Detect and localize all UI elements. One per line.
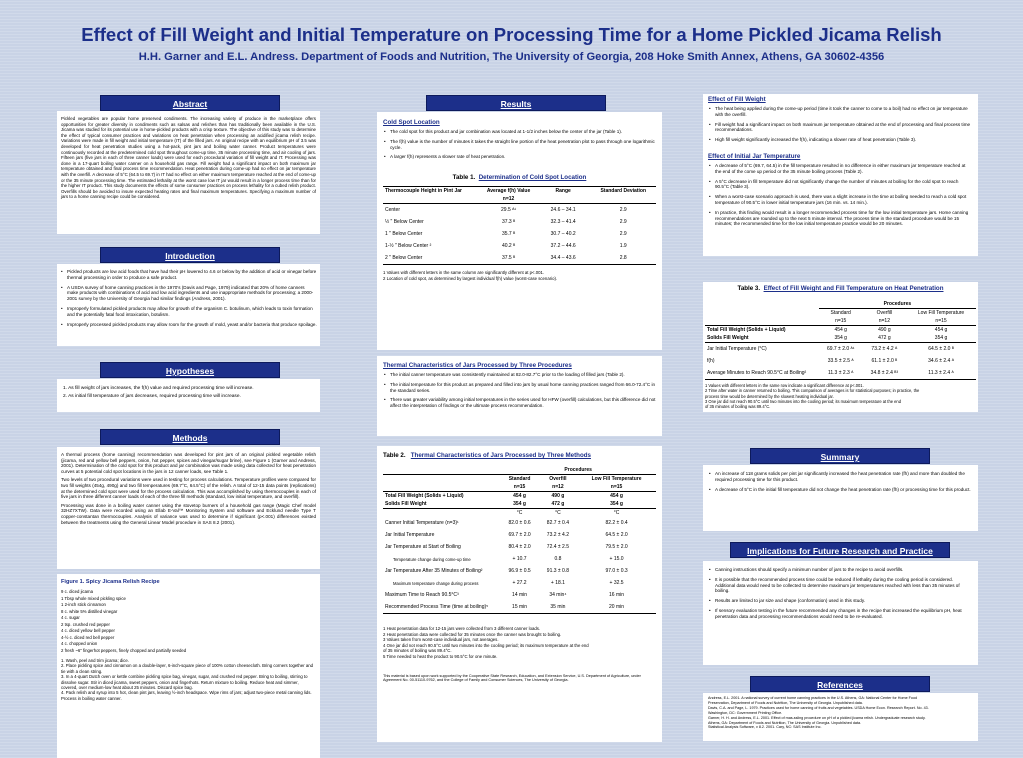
table2: [383, 466, 656, 614]
summary-panel: [703, 465, 978, 531]
table2-cell: 97.0 ± 0.3: [605, 568, 628, 574]
table3-note: 2 Time after water in canner returned to boiling. This comparison of averages is for statistical purposes; in practice, the: [705, 388, 920, 394]
table1-cell: 1 " Below Center: [385, 231, 423, 238]
initial-temp-list: [708, 163, 973, 227]
hypothesis-1: 1. As fill weight of jars increases, the f(h) value and required processing time will increase.: [63, 386, 254, 391]
table2-panel: [377, 446, 662, 742]
introduction-bullet: • A USDA survey of home canning practices in the 1970's (Davis and Page, 1979) indicated that 20% of home canners make products with combinations of acid and low acid ingredients and use inappropriate methods for processing; a 2000-2001 survey by the University of Georgia had similar findings (Andress, 2001).: [60, 285, 317, 302]
figure1-ingredient: 2 fresh ~6" fingerhot peppers, finely chopped and partially seeded: [61, 647, 187, 653]
results-header: Results: [426, 95, 606, 111]
table2-notes: [383, 626, 656, 660]
table2-cell: 35 min: [550, 604, 566, 610]
table1-cell: 37.2 – 44.6: [550, 243, 576, 250]
table3-caption: Table 3. Effect of Fill Weight and Fill Temperature on Heat Penetration: [737, 285, 944, 292]
hypotheses-header: Hypotheses: [100, 362, 280, 378]
table3-note: 1 Values with different letters in the same row indicate a significant difference at p<.001.: [705, 383, 864, 388]
table3-cell: Jar Initial Temperature (°C): [707, 346, 767, 352]
abstract-header: Abstract: [100, 95, 280, 111]
table3-cell: f(h): [707, 358, 715, 364]
table1-cell: ½ " Below Center: [385, 219, 424, 226]
table3-cell: 61.1 ± 2.0 ᴮ: [871, 358, 898, 364]
table1-cell: 37.5 ᴮ: [501, 255, 516, 262]
introduction-panel: [57, 264, 320, 346]
table1-note-2: 2 Location of cold spot, as determined by largest individual f(h) value (worst-case scenario).: [383, 275, 558, 281]
poster-title: Effect of Fill Weight and Initial Temperature on Processing Time for a Home Pickled Jicama Relish: [81, 24, 942, 45]
references-list: [708, 696, 973, 730]
references-header: References: [750, 676, 930, 692]
summary-bullet: • An increase of 118 grams solids per pint jar significantly increased the heat penetration rate (fh) and more than doubled the required processing time for this product.: [708, 471, 973, 483]
implications-panel: [703, 561, 978, 665]
table3-n: n=15: [835, 318, 847, 324]
abstract-panel: [57, 111, 320, 234]
figure1-step: 3. In a 4-quart Dutch oven or kettle combine pickling spice bag, vinegar, sugar, and crushed red pepper. Bring to boiling, stirring to dissolve sugar. Stir in diced jicama, sweet peppers, onion and fingerhots. Return mixture to boiling. Reduce heat and simmer, covered, over medium-low heat about 25 minutes. Discard spice bag.: [61, 674, 308, 691]
implications-bullet: • If sensory evaluation testing in the future recommended any changes in the recipe that increased the equilibrium pH, heat penetration data and processing recommendations would need to be re-evaluated.: [708, 608, 973, 620]
introduction-bullet: • Pickled products are low acid foods that have had their pH lowered to 4.6 or below by the addition of acid or vinegar before thermal processing in order to produce a safe product.: [60, 269, 317, 281]
table1-cell: 2.9: [619, 219, 627, 226]
table1-cell: 1.9: [619, 243, 627, 250]
initial-temp-bullet: • A decrease of 5°C (69.7, 64.5) in the fill temperature resulted in no difference in either maximum jar temperature reached at the end of the come up period or the 35 minute boiling process (Table 2).: [708, 163, 973, 175]
cold-spot-list: [383, 129, 656, 160]
table1-cell: Center: [385, 207, 401, 214]
table1-header-fh: Average f(h) Value: [486, 188, 531, 195]
table1-caption: Table 1. Determination of Cold Spot Location: [452, 174, 587, 182]
fill-weight-bullet: • Fill weight had a significant impact on both maximum jar temperature obtained at the end of processing and final process time recommendations.: [708, 122, 973, 134]
results-panel-top: [377, 112, 662, 350]
table2-col-standard: Standard: [508, 476, 531, 482]
table1-cell: 32.3 – 41.4: [550, 219, 576, 226]
table2-col-lowtemp: Low Fill Temperature: [591, 476, 642, 482]
table3-row: [705, 343, 976, 356]
table2-cell: 454 g: [610, 493, 623, 499]
table3-cell: 472 g: [878, 335, 891, 341]
table2-row: [383, 541, 656, 553]
reference-item: Washington, DC: Government Printing Office.: [708, 710, 783, 715]
figure1-ingredient: 1 2-inch stick cinnamon: [61, 602, 106, 607]
jars-bullet: • The initial temperature for this product as prepared and filled into jars by usual home canning practices ranged from 66.0-72.4°C in the standard series.: [383, 382, 656, 394]
figure1-ingredient: 4 c. chopped onion: [61, 641, 98, 646]
table1-row: [383, 228, 656, 240]
figure1-panel: [57, 574, 320, 758]
table1-row: [383, 216, 656, 228]
table1-header-range: Range: [555, 188, 571, 195]
initial-temp-bullet: • When a worst-case scenario approach is used, there was a slight increase in the time at boiling needed to reach a cold spot temperature of 90.5°C in lower initial temperature jars (16 min. vs. 14 min.).: [708, 194, 973, 206]
table3-n: n=15: [935, 318, 947, 324]
methods-paragraph-2: Two levels of two procedural variations were used in testing for process calculations. Temperature profiles were compared for two fill weights (454g, 490g) and two fill temperatures (69.7°C, 64.5°C) of the relish. A total of 12-15 data points (replications) at the determined cold spot were used for the process calculation. This was accomplished by using thermocouples in each of five jars in three different canner loads of each of the three fill methods (standard, low initial temperature, and overfill).: [61, 477, 316, 500]
jars-panel: [377, 356, 662, 436]
table2-row: [383, 577, 656, 589]
table3-procedures-label: Procedures: [819, 300, 976, 309]
table2-row: [383, 529, 656, 541]
table1: [383, 186, 656, 265]
methods-paragraph-1: A thermal process (home canning) recommendation was developed for pint jars of an original pickled vegetable relish (jicama, red and yellow bell peppers, onion, hot pepper, spices and vinegar/sugar brine), see Figure 1 (Garner and Andress, 2001). Determination of the cold spot for this product and jar combination was made using data collected for heat penetration curves at 5 potential cold spot locations in the jars in 12 canner loads, see Table 1.: [61, 452, 316, 474]
table1-header-height: Thermocouple Height in Pint Jar: [385, 188, 462, 195]
implications-header: Implications for Future Research and Practice: [730, 542, 950, 558]
table2-cell: 472 g: [551, 501, 565, 507]
table2-note: 1 Heat penetration data for 12-15 jars were collected from 3 different canner loads.: [383, 626, 541, 631]
initial-temp-bullet: • In practice, this finding would result in a longer recommended process time for the low initial temperature jars. Home canning recommendations are rounded up to the next 5 minute interval. The process time in the standard procedure would be 15 minutes; the recommended time for the low initial temperature practice would be 20 minutes.: [708, 210, 973, 227]
table2-cell: 15 min: [512, 604, 528, 610]
figure1-ingredient: 4-½ c. diced red bell pepper: [61, 634, 115, 640]
table3-cell: 354 g: [834, 335, 847, 341]
table2-cell: 454 g: [513, 493, 526, 499]
table2-cell: 79.5 ± 2.0: [605, 544, 628, 550]
introduction-header: Introduction: [100, 247, 280, 263]
table2-cell: 354 g: [513, 501, 526, 507]
figure1-ingredient: 2 tsp. crushed red pepper: [61, 621, 110, 627]
table1-note-1: 1 Values with different letters in the same column are significantly different at p<.001.: [383, 270, 545, 276]
reference-item: Andress, E.L. 2001. A national survey of current home canning practices in the U.S. Athens, GA: National Center for Home Food: [708, 696, 918, 700]
table2-cell: Canner Initial Temperature (n=3)¹: [385, 520, 459, 526]
poster-subtitle: H.H. Garner and E.L. Andress. Department of Foods and Nutrition, The University of Georgia, 208 Hoke Smith Annex, Athens, GA 30602-4356: [138, 51, 885, 63]
methods-panel: [57, 447, 320, 569]
table2-row: [383, 565, 656, 577]
table3-panel: [703, 282, 978, 412]
table2-cell: 16 min: [609, 592, 625, 598]
table1-cell: 30.7 – 40.2: [550, 231, 576, 238]
table1-cell: 2 " Below Center: [385, 255, 423, 262]
figure1-title: Figure 1. Spicy Jicama Relish Recipe: [61, 579, 160, 585]
acknowledgement: This material is based upon work supported by the Cooperative State Research, Education, and Extension Service, U.S. Department of Agriculture, under Agreement No. 00-51110-9762, and the College of Family and Consumer Sciences, The University of Georgia.: [383, 673, 641, 683]
fill-weight-bullet: • The heat being applied during the come-up period (time it took the canner to come to a boil) had no effect on jar temperature with the overfill.: [708, 106, 973, 118]
implications-bullet: • It is possible that the recommended process time could be reduced if lethality during the cooling period is considered. Additional data would need to be collected to determine maximum jar temperatures reached with less than 35 minutes of boiling.: [708, 577, 973, 594]
jars-bullet: • The initial canner temperature was consistently maintained at 82.0-82.7°C prior to the loading of filled jars (Table 2).: [383, 372, 656, 378]
table2-n: n=12: [552, 484, 564, 490]
table2-cell: 64.5 ± 2.0: [605, 532, 628, 538]
table3-cell: 354 g: [934, 335, 948, 341]
table2-cell: 490 g: [551, 493, 565, 499]
reference-item: Garner, H. H. and Andress, E.L. 2001. Effect of mas-ssling procedure on pH of a pickled jicama relish. Undergraduate research study.: [708, 715, 926, 720]
table2-unit: °C: [516, 510, 523, 516]
table2-note: of 35 minutes of boiling was 89.4°C.: [383, 648, 452, 654]
table1-cell: 2.9: [619, 207, 627, 214]
figure1-ingredients: [61, 589, 316, 654]
table3-cell: Average Minutes to Reach 90.5°C at Boiling²: [707, 370, 807, 376]
table2-cell: 96.9 ± 0.5: [508, 568, 531, 574]
fill-weight-list: [708, 106, 973, 143]
fill-weight-heading: Effect of Fill Weight: [708, 96, 766, 103]
reference-item: Statistical Analysis Software, v 8.2. 2001. Cary, NC: SAS Institute Inc.: [708, 725, 822, 730]
summary-list: [708, 471, 973, 492]
table2-cell: Maximum Time to Reach 90.5°C³: [385, 592, 459, 598]
table2-cell: 72.4 ± 2.5: [546, 544, 570, 550]
figure1-ingredient: 8 c. white 5% distilled vinegar: [61, 608, 118, 614]
table2-cell: 82.7 ± 0.4: [546, 520, 570, 526]
table3-cell: 69.7 ± 2.0 ᴬ¹: [826, 346, 855, 352]
table3-cell: 11.3 ± 2.3 ᴬ: [827, 370, 854, 376]
table3-cell: 73.2 ± 4.2 ᴬ: [871, 346, 898, 352]
cold-spot-bullet: • A larger f(h) represents a slower rate of heat penetration.: [383, 154, 656, 160]
cold-spot-heading: Cold Spot Location: [383, 119, 440, 126]
reference-item: Preservation, Department of Foods and Nutrition, The University of Georgia. Unpublished data.: [708, 700, 863, 705]
table1-n: n=12: [502, 196, 515, 203]
table2-unit: °C: [555, 510, 561, 516]
figure1-ingredient: 9 c. diced jicama: [61, 589, 94, 594]
table3-row: [705, 367, 976, 380]
table2-cell: Jar Temperature After 35 Minutes of Boiling²: [385, 568, 483, 574]
table2-procedures-label: Procedures: [500, 466, 656, 475]
table3-note: process time would be determined by the slowest heating individual jar.: [705, 393, 834, 399]
hypotheses-panel: [57, 379, 320, 412]
jars-heading: Thermal Characteristics of Jars Processed by Three Procedures: [383, 362, 572, 369]
table3-notes: [705, 383, 976, 409]
table2-cell: Jar Temperature at Start of Boiling: [385, 544, 461, 550]
fill-weight-bullet: • High fill weight significantly increased the f(h), indicating a slower rate of heat penetration (Table 3).: [708, 137, 973, 143]
table2-caption: Table 2. Thermal Characteristics of Jars Processed by Three Methods: [383, 452, 591, 459]
implications-list: [708, 567, 973, 620]
figure1-step: 4. Pack relish and syrup into 5 hot, clean pint jars, leaving ½-inch headspace. Wipe rims of jars; adjust two-piece metal canning lids. Process in boiling water canner.: [61, 690, 312, 701]
table2-cell: 34 min⁴: [549, 592, 567, 598]
table2-note: 5 Time needed to heat the product to 90.5°C for one minute.: [383, 653, 498, 659]
table3-note: of 35 minutes of boiling was 89.4°C.: [705, 404, 771, 410]
table2-cell: + 10.7: [512, 556, 527, 562]
figure1-ingredient: 4 c. sugar: [61, 615, 80, 620]
table3-cell: 34.6 ± 2.4 ᴬ: [928, 358, 954, 364]
introduction-bullet: • Improperly formulated pickled products may allow for growth of the organism C. botulinum, which leads to toxin formation and the potentially fatal food intoxication, botulism.: [60, 306, 317, 318]
table1-cell: 34.4 – 43.6: [550, 255, 576, 262]
summary-bullet: • A decrease of 5°C in the initial fill temperature did not change the heat penetration rate (fh) or processing time for this product.: [708, 487, 973, 493]
table2-note: 3 Values taken from worst-case individual jars, not averages.: [383, 637, 499, 643]
references-panel: [703, 693, 978, 741]
table3-cell: 454 g: [934, 327, 948, 333]
table2-cell: Jar Initial Temperature: [385, 532, 435, 538]
introduction-list: [60, 269, 317, 327]
figure1-ingredient: 4 c. diced yellow bell pepper: [61, 628, 115, 633]
table3-n: n=12: [878, 318, 890, 324]
table1-row: [383, 252, 656, 265]
methods-paragraph-3: Processing was done in a boiling water canner using the stovetop burners of a household gas range (Magic Chef model 32HZ7XTW). Data were recorded using an Ellab E-Val™ Monitoring System and software and Ecklund needle Type T copper-constantan thermocouples. Analysis of variance was used to determine if significant (p<.001) differences existed between the treatments using the General Linear Model procedure in SAS 8.2 (2001).: [61, 502, 316, 525]
table1-cell: 29.5 ᴬ¹: [501, 207, 517, 214]
table2-cell: 73.2 ± 4.2: [546, 532, 570, 538]
cold-spot-bullet: • The cold spot for this product and jar combination was located at 1-1/2 inches below the center of the jar (Table 1).: [383, 129, 656, 135]
table2-row: [383, 553, 656, 565]
implications-bullet: • Results are limited to jar size and shape (conformation) used in this study.: [708, 598, 973, 604]
introduction-bullet: • Improperly processed pickled products may allow room for the growth of mold, yeast and/or bacteria that produce spoilage.: [60, 322, 317, 328]
figure1-ingredient: 1 Tbsp whole mixed pickling spice: [61, 595, 126, 601]
table3-cell: 33.5 ± 2.5 ᴬ: [827, 358, 854, 364]
table2-cell: 82.2 ± 0.4: [605, 520, 628, 526]
table2-cell: 69.7 ± 2.0: [508, 532, 531, 538]
table2-cell: 20 min: [609, 604, 625, 610]
table3-cell: 64.5 ± 2.0 ᴮ: [928, 346, 954, 352]
table3-cell: 11.3 ± 2.4 ᴬ: [928, 370, 954, 376]
table2-cell: Recommended Process Time (time at boiling)⁵: [385, 604, 489, 610]
jars-list: [383, 372, 656, 409]
table1-header-sd: Standard Deviation: [600, 188, 647, 195]
table2-cell: 91.3 ± 0.8: [546, 568, 570, 574]
table3-sfw-label: Solids Fill Weight: [707, 335, 749, 341]
table2-row: [383, 517, 656, 529]
table2-col-overfill: Overfill: [549, 476, 567, 482]
table1-cell: 1-½ " Below Center ²: [385, 243, 432, 250]
table2-note: 2 Heat penetration data were collected for 35 minutes once the canner was brought to boiling.: [383, 631, 562, 637]
table2-cell: 354 g: [610, 501, 623, 507]
table2-cell: + 27.2: [512, 580, 527, 586]
table2-row: [383, 601, 656, 614]
table2-cell: 0.8: [554, 556, 562, 562]
reference-item: Athens, GA: Department of Foods and Nutrition, The University of Georgia. Unpublished data.: [708, 720, 862, 725]
table3-note: 3 One jar did not reach 90.5°C until two minutes into the cooling period; its maximum temperature at the end: [705, 398, 901, 404]
table1-cell: 37.3 ᴮ: [501, 219, 516, 226]
table3: [705, 300, 976, 380]
figure1-step: 1. Wash, peel and trim jicama; dice.: [61, 658, 129, 663]
jars-bullet: • There was greater variability among initial temperatures in the series used for HFW (overfill) calculations, but this difference did not affect the interpretation of findings or the ultimate process recommendation.: [383, 397, 656, 409]
table1-cell: 2.8: [619, 255, 627, 262]
table3-col-standard: Standard: [830, 310, 851, 316]
table1-row: [383, 240, 656, 252]
table3-cell: 34.8 ± 2.4 ᴮ³: [870, 370, 899, 376]
table2-cell: Maximum temperature change during process: [393, 580, 479, 586]
table2-cell: + 32.5: [609, 580, 624, 586]
table1-cell: 35.7 ᴮ: [501, 231, 516, 238]
table2-tfw-label: Total Fill Weight (Solids + Liquid): [385, 493, 464, 499]
implications-bullet: • Canning instructions should specify a minimum number of jars to the recipe to avoid overfills.: [708, 567, 973, 573]
table3-cell: 454 g: [834, 327, 847, 333]
table1-cell: 2.9: [619, 231, 627, 238]
table1-row: [383, 204, 656, 217]
table2-cell: 80.4 ± 2.0: [508, 544, 531, 550]
table3-tfw-label: Total Fill Weight (Solids + Liquid): [707, 327, 786, 333]
cold-spot-bullet: • The f(h) value is the number of minutes it takes the straight line portion of the heat penetration plot to pass through one logarithmic cycle.: [383, 139, 656, 151]
table2-cell: 14 min: [512, 592, 528, 598]
table2-row: [383, 589, 656, 601]
methods-header: Methods: [100, 429, 280, 445]
reference-item: Davis, C.A. and Page, L. 1979. Practices used for home canning of fruits and vegetables. USDA Home Econ. Research Report. No. 43.: [708, 705, 929, 710]
initial-temp-bullet: • A 5°C decrease in fill temperature did not significantly change the number of minutes at boiling for the cold spot to reach 90.5°C (Table 3).: [708, 179, 973, 191]
initial-temp-heading: Effect of Initial Jar Temperature: [708, 152, 801, 160]
table3-row: [705, 355, 976, 367]
table2-sfw-label: Solids Fill Weight: [385, 501, 427, 507]
table1-cell: 24.6 – 34.1: [550, 207, 576, 214]
figure1-step: 2. Place pickling spice and cinnamon on a double-layer, 6-inch-square piece of 100% cotton cheesecloth. Bring corners together and tie with a clean string.: [61, 663, 313, 674]
table2-cell: + 18.1: [550, 580, 565, 586]
table2-cell: + 15.0: [609, 556, 624, 562]
table2-cell: Temperature change during come-up time: [393, 556, 471, 562]
table2-n: n=15: [610, 484, 623, 490]
summary-header: Summary: [750, 448, 930, 464]
table3-cell: 490 g: [878, 327, 891, 333]
table2-note: 4 One jar did not reach 90.5°C until two minutes into the cooling period; its maximum temperature at the end: [383, 642, 589, 648]
table3-col-overfill: Overfill: [876, 310, 893, 316]
figure1-steps: [61, 658, 316, 701]
table1-cell: 40.2 ᴮ: [501, 243, 516, 250]
table2-n: n=15: [513, 484, 526, 490]
table2-unit: °C: [613, 510, 620, 516]
table3-col-lowtemp: Low Fill Temperature: [917, 310, 965, 316]
fill-weight-panel: [703, 94, 978, 256]
hypothesis-2: 2. As initial fill temperature of jars decreases, required processing time will increase.: [63, 394, 241, 399]
abstract-text: Pickled vegetables are popular home preserved condiments. The increasing variety of produce in the marketplace offers opportunities for greater diversity in condiments such as salsas and relishes than has traditionally been available in the U.S. Jicama was studied for its potential use in home-pickled products with a crisp texture. The objective of this study was to determine the effect of typical consumer practices and variations on heat penetration when processing an acidified jicama relish recipe. Variations were made in fill weight and initial temperature (IT) of the filled jars. An original recipe with an equilibrium pH of 3.5 was developed for heat penetration studies using a hot-pack, pint jars and boiling water canner. Product temperatures were continuously recorded at the predetermined cold spot throughout come-up time, 35 minute processing time, and air cooling of jars. Fifteen jars (five jars in each of three canner loads) were used for each procedural variation of fill weight and IT. Processing was done in a 17-quart boiling water canner on a household gas range. Fill weight had a significant impact on both maximum jar temperature obtained and final process time recommendation. Heat penetration during come-up had no effect on jar temperature with the overfill. A decrease of 5°C (64.5 to 69.7) in IT had no effect on either maximum temperature reached at the end of come-up or the 35 minute processing time. The estimated lethality at the worst case low IT jar would result in a longer process time than for the higher IT product. This study documents the effects of some consumer practices on process lethality for a cubed relish product. Overfills should be avoided to insure expected heating rates and final maximum temperatures. Specifying a maximum number of jars to a home canning recipe could be considered.: [61, 116, 316, 200]
table2-cell: 82.0 ± 0.6: [508, 520, 531, 526]
